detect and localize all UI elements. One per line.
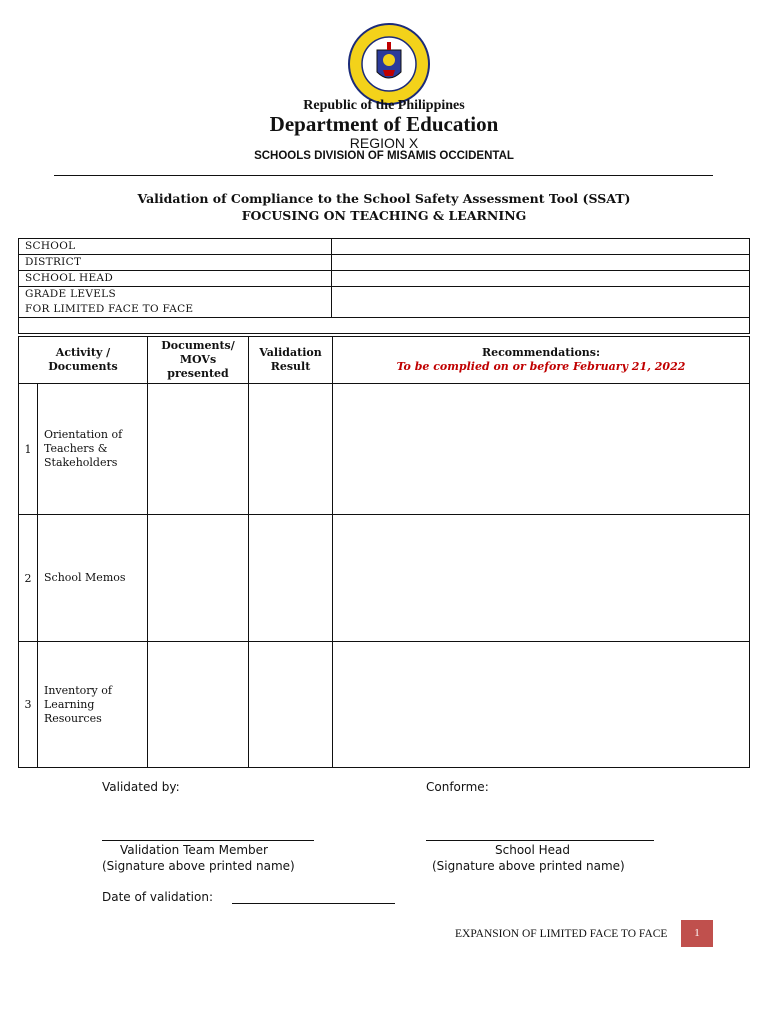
document-title: Validation of Compliance to the School Safety Assessment Tool (SSAT)	[137, 191, 631, 206]
region-heading: REGION X	[349, 135, 419, 151]
head-title: School Head	[495, 843, 571, 857]
row-number: 2	[19, 515, 38, 642]
school-info-table	[18, 238, 750, 334]
grade-levels-label-line2: FOR LIMITED FACE TO FACE	[25, 303, 194, 315]
info-row-school-head	[19, 271, 750, 287]
department-heading: Department of Education	[269, 112, 499, 136]
republic-heading: Republic of the Philippines	[303, 98, 465, 113]
col-docs-line2: MOVs	[179, 353, 217, 366]
row-activity	[38, 642, 148, 768]
date-of-validation-line[interactable]	[232, 903, 395, 904]
deped-seal-logo	[347, 22, 431, 106]
table-row	[19, 515, 750, 642]
row-documents-cell[interactable]	[148, 515, 249, 642]
header-divider	[54, 175, 713, 176]
info-row-blank	[19, 318, 750, 334]
row-activity-line3: Resources	[44, 711, 102, 725]
footer-text: EXPANSION OF LIMITED FACE TO FACE	[455, 928, 668, 940]
document-subtitle: FOCUSING ON TEACHING & LEARNING	[241, 208, 527, 223]
district-field[interactable]	[332, 255, 750, 271]
row-result-cell[interactable]	[249, 384, 333, 515]
info-row-grade-levels	[19, 287, 750, 318]
row-activity-line3: Stakeholders	[44, 456, 118, 469]
row-recommendation-cell[interactable]	[333, 384, 750, 515]
col-activity-line2: Documents	[48, 360, 118, 373]
col-activity-header	[19, 337, 148, 384]
validation-table	[18, 336, 750, 768]
head-note: (Signature above printed name)	[432, 859, 625, 873]
school-label: SCHOOL	[19, 239, 332, 255]
row-documents-cell[interactable]	[148, 642, 249, 768]
head-signature-line[interactable]	[426, 840, 654, 841]
grade-levels-label-line1: GRADE LEVELS	[25, 288, 116, 300]
conforme-label: Conforme:	[426, 780, 489, 794]
grade-levels-label	[19, 287, 332, 318]
division-heading: SCHOOLS DIVISION OF MISAMIS OCCIDENTAL	[254, 150, 514, 162]
grade-levels-field[interactable]	[332, 287, 750, 318]
row-activity: School Memos	[38, 515, 148, 642]
col-recommendations-header	[333, 337, 750, 384]
district-label: DISTRICT	[19, 255, 332, 271]
school-head-field[interactable]	[332, 271, 750, 287]
info-row-school	[19, 239, 750, 255]
row-documents-cell[interactable]	[148, 384, 249, 515]
table-row	[19, 384, 750, 515]
row-activity	[38, 384, 148, 515]
table-header-row	[19, 337, 750, 384]
col-result-line1: Validation	[259, 346, 322, 359]
col-docs-header	[148, 337, 249, 384]
page-number-badge: 1	[681, 920, 713, 947]
col-docs-line1: Documents/	[161, 339, 235, 352]
date-of-validation-label: Date of validation:	[102, 890, 213, 904]
blank-row	[19, 318, 750, 334]
row-recommendation-cell[interactable]	[333, 642, 750, 768]
row-number: 1	[19, 384, 38, 515]
row-activity-line1: Inventory of	[44, 683, 112, 697]
col-reco-label: Recommendations:	[481, 346, 601, 359]
school-field[interactable]	[332, 239, 750, 255]
col-reco-deadline: To be complied on or before February 21, 2022	[396, 360, 686, 373]
table-row	[19, 642, 750, 768]
col-result-header	[249, 337, 333, 384]
row-activity-line2: Learning	[44, 697, 95, 711]
col-activity-line1: Activity /	[55, 346, 111, 359]
row-activity-line1: Orientation of	[44, 428, 123, 441]
row-result-cell[interactable]	[249, 642, 333, 768]
info-row-district	[19, 255, 750, 271]
validated-by-label: Validated by:	[102, 780, 180, 794]
row-activity-line2: Teachers &	[44, 442, 108, 455]
row-number: 3	[19, 642, 38, 768]
member-title: Validation Team Member	[120, 843, 268, 857]
col-result-line2: Result	[270, 360, 311, 373]
col-docs-line3: presented	[167, 367, 229, 380]
member-note: (Signature above printed name)	[102, 859, 295, 873]
row-recommendation-cell[interactable]	[333, 515, 750, 642]
school-head-label: SCHOOL HEAD	[19, 271, 332, 287]
row-result-cell[interactable]	[249, 515, 333, 642]
member-signature-line[interactable]	[102, 840, 314, 841]
